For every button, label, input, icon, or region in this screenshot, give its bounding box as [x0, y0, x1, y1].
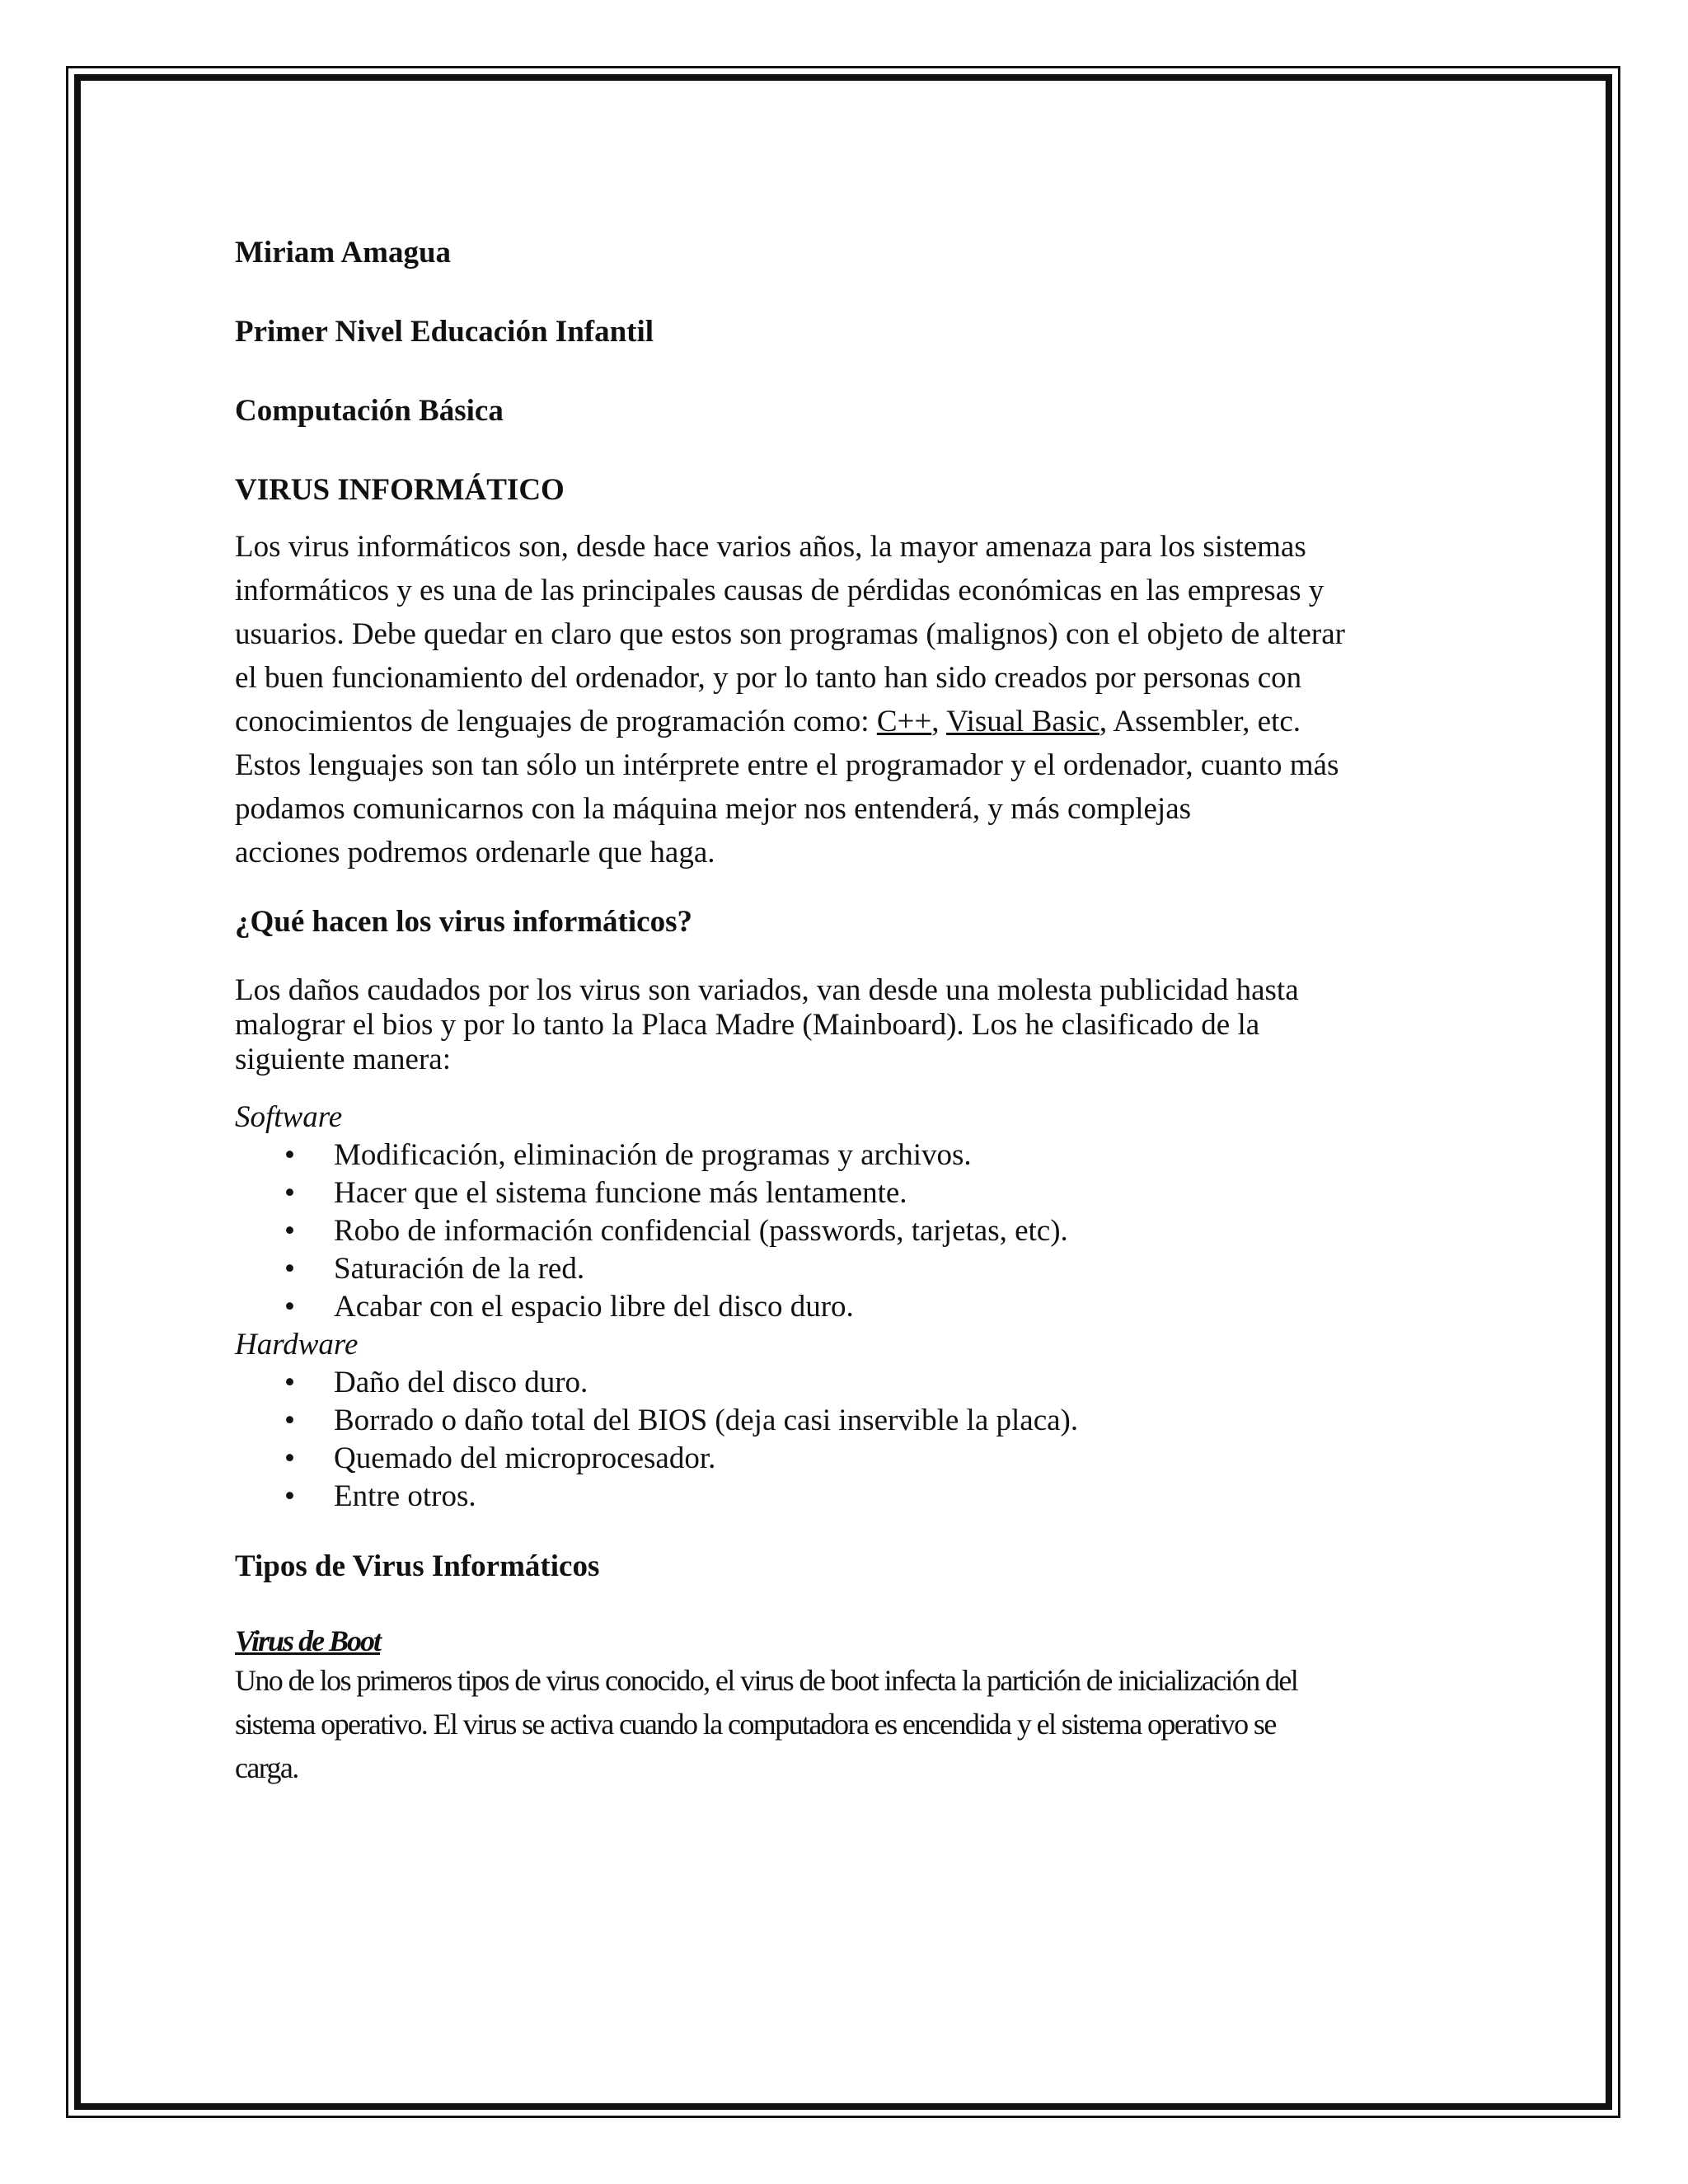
list-item-text: Borrado o daño total del BIOS (deja casi inservible la placa).	[334, 1404, 1079, 1437]
list-item-text: Modificación, eliminación de programas y archivos.	[334, 1138, 972, 1172]
boot-virus-line: sistema operativo. El virus se activa cuando la computadora es encendida y el sistema operativo se	[235, 1708, 1276, 1741]
hardware-damage-list	[235, 1364, 1455, 1516]
course-level: Primer Nivel Educación Infantil	[235, 315, 654, 349]
intro-line: podamos comunicarnos con la máquina mejor nos entenderá, y más complejas	[235, 792, 1192, 826]
hardware-category-label: Hardware	[235, 1328, 359, 1361]
damage-line: siguiente manera:	[235, 1043, 451, 1076]
boot-virus-line: Uno de los primeros tipos de virus conocido, el virus de boot infecta la partición de inicialización del	[235, 1664, 1298, 1697]
bullet-icon: •	[284, 1366, 295, 1399]
intro-line: Estos lenguajes son tan sólo un intérprete entre el programador y el ordenador, cuanto más	[235, 748, 1339, 782]
bullet-icon: •	[284, 1252, 295, 1286]
list-item	[235, 1250, 1455, 1288]
author-name: Miriam Amagua	[235, 236, 452, 269]
intro-line: usuarios. Debe quedar en claro que estos son programas (malignos) con el objeto de alterar	[235, 617, 1345, 651]
list-item-text: Entre otros.	[334, 1479, 476, 1513]
list-item	[235, 1137, 1455, 1174]
bullet-icon: •	[284, 1404, 295, 1437]
list-item-text: Hacer que el sistema funcione más lentamente.	[334, 1176, 907, 1210]
software-category-label: Software	[235, 1100, 343, 1134]
document-title: VIRUS INFORMÁTICO	[235, 473, 565, 507]
bullet-icon: •	[284, 1138, 295, 1172]
damage-paragraph	[235, 973, 1455, 1077]
intro-line: Los virus informáticos son, desde hace varios años, la mayor amenaza para los sistemas	[235, 530, 1306, 564]
intro-line: el buen funcionamiento del ordenador, y por lo tanto han sido creados por personas con	[235, 661, 1302, 695]
boot-virus-line: carga.	[235, 1751, 298, 1784]
list-item-text: Daño del disco duro.	[334, 1366, 588, 1399]
intro-line: informáticos y es una de las principales causas de pérdidas económicas en las empresas y	[235, 574, 1325, 607]
software-damage-list	[235, 1137, 1455, 1326]
list-item	[235, 1288, 1455, 1326]
bullet-icon: •	[284, 1441, 295, 1475]
intro-line: acciones podremos ordenarle que haga.	[235, 836, 715, 869]
bullet-icon: •	[284, 1176, 295, 1210]
intro-line-prefix: conocimientos de lenguajes de programación como:	[235, 705, 877, 738]
document-body	[235, 235, 1455, 1790]
damage-line: malograr el bios y por lo tanto la Placa Madre (Mainboard). Los he clasificado de la	[235, 1008, 1260, 1042]
list-item-text: Saturación de la red.	[334, 1252, 585, 1286]
intro-line-with-links	[235, 700, 1455, 743]
intro-paragraph	[235, 525, 1455, 874]
bullet-icon: •	[284, 1214, 295, 1248]
subheading-boot-virus: Virus de Boot	[235, 1624, 381, 1657]
list-item	[235, 1402, 1455, 1440]
visual-basic-link[interactable]: Visual Basic	[946, 705, 1100, 738]
section-heading-virus-types: Tipos de Virus Informáticos	[235, 1549, 600, 1583]
list-item	[235, 1478, 1455, 1516]
list-item-text: Acabar con el espacio libre del disco duro.	[334, 1290, 854, 1324]
course-subject: Computación Básica	[235, 394, 504, 428]
list-item-text: Quemado del microprocesador.	[334, 1441, 716, 1475]
list-item	[235, 1364, 1455, 1402]
intro-line-suffix: , Assembler, etc.	[1099, 705, 1301, 738]
bullet-icon: •	[284, 1290, 295, 1324]
list-item	[235, 1212, 1455, 1250]
damage-line: Los daños caudados por los virus son variados, van desde una molesta publicidad hasta	[235, 973, 1299, 1007]
section-heading-what-viruses-do: ¿Qué hacen los virus informáticos?	[235, 905, 692, 939]
link-separator: ,	[931, 705, 947, 738]
list-item	[235, 1440, 1455, 1478]
bullet-icon: •	[284, 1479, 295, 1513]
list-item-text: Robo de información confidencial (passwords, tarjetas, etc).	[334, 1214, 1068, 1248]
list-item	[235, 1174, 1455, 1212]
cpp-link[interactable]: C++	[876, 705, 932, 738]
boot-virus-paragraph	[235, 1659, 1455, 1790]
